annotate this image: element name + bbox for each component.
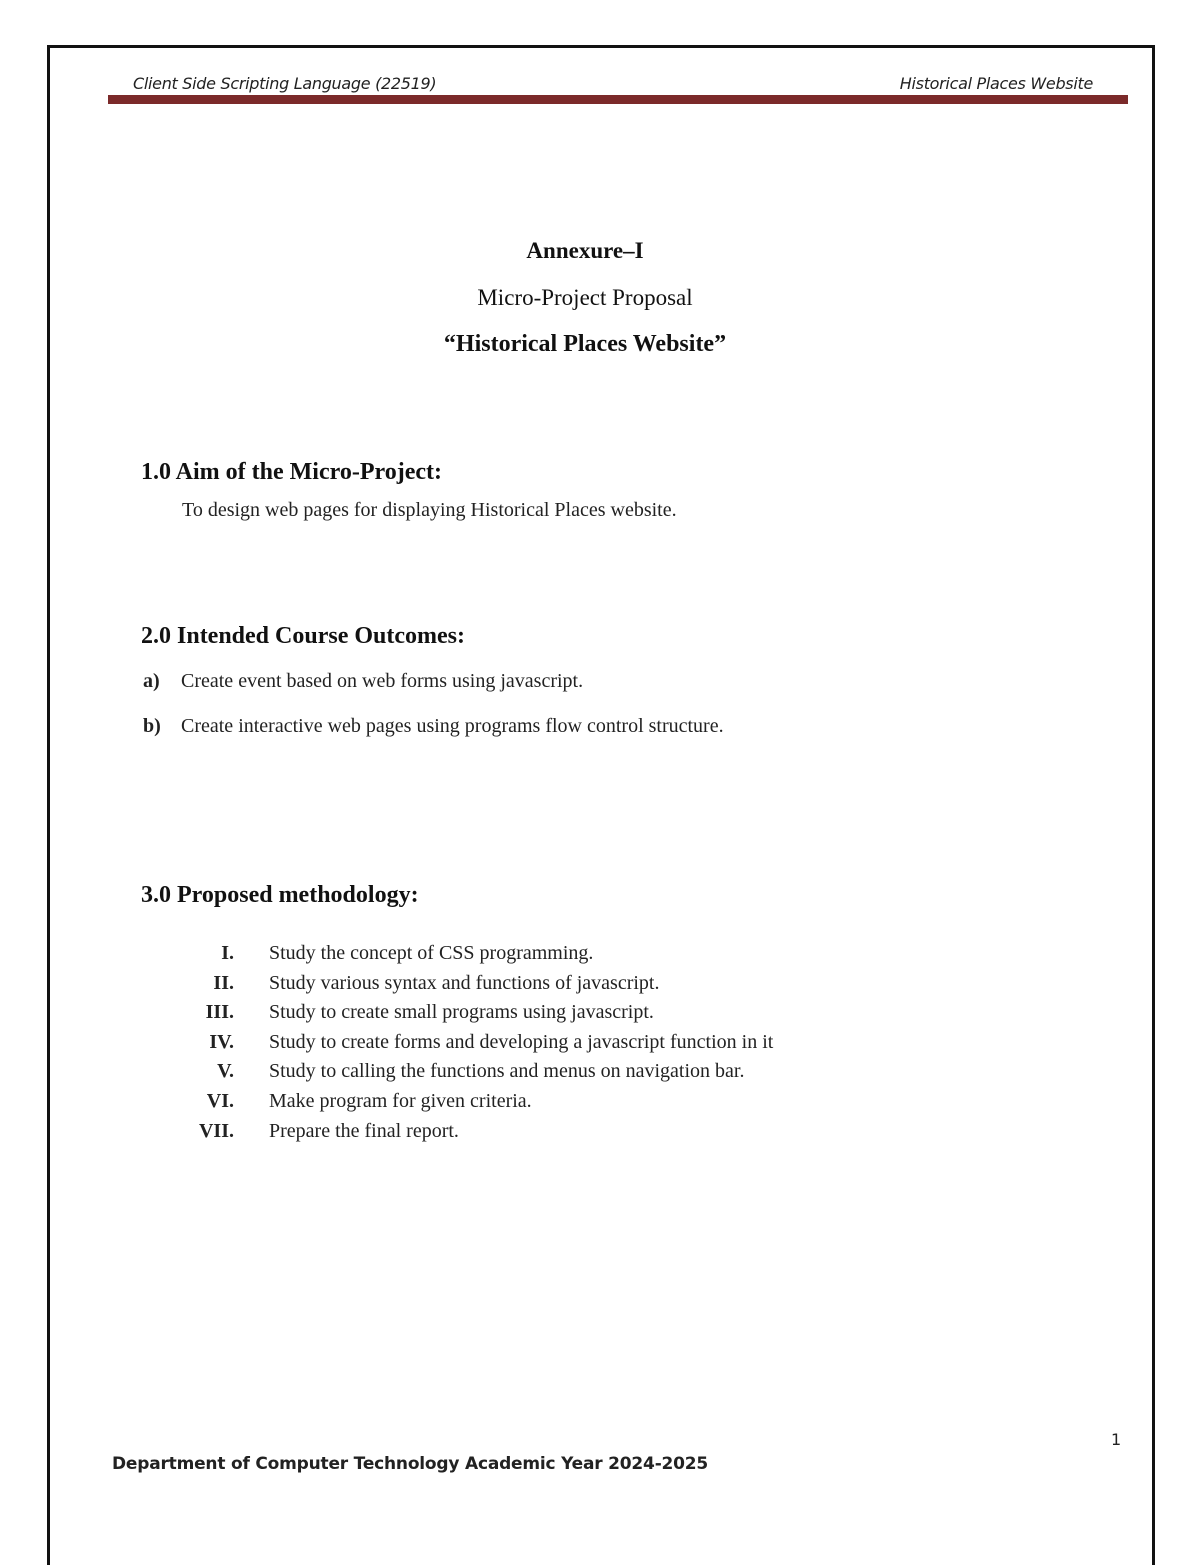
outcome-marker: a) [143,670,160,692]
aim-text: To design web pages for displaying Historical Places website. [182,499,677,521]
methodology-number: II. [213,971,234,994]
methodology-item [170,1120,773,1150]
methodology-number: I. [221,942,234,964]
header-rule [108,95,1128,104]
methodology-list [170,942,773,1149]
annexure-title: Annexure–I [526,238,644,263]
methodology-number: V. [217,1060,234,1083]
outcome-item [143,715,724,738]
proposal-subtitle: Micro-Project Proposal [477,285,693,310]
page-border [47,45,1155,1565]
methodology-item [170,942,773,972]
methodology-item [170,1001,773,1031]
methodology-number: VII. [198,1119,234,1142]
page-number: 1 [1111,1430,1122,1449]
outcome-marker: b) [143,715,161,737]
outcomes-heading: 2.0 Intended Course Outcomes: [141,623,465,649]
methodology-number: VI. [206,1089,234,1112]
methodology-text: Study to create forms and developing a javascript function in it [269,1030,774,1053]
methodology-text: Prepare the final report. [269,1119,459,1142]
methodology-text: Study to calling the functions and menus on navigation bar. [269,1060,745,1083]
methodology-text: Make program for given criteria. [269,1089,532,1112]
methodology-number: III. [205,1001,234,1024]
methodology-item [170,1031,773,1061]
outcome-text: Create interactive web pages using programs flow control structure. [181,715,724,737]
methodology-item [170,1090,773,1120]
methodology-heading: 3.0 Proposed methodology: [141,882,419,908]
methodology-text: Study to create small programs using javascript. [269,1001,654,1024]
methodology-item [170,1060,773,1090]
outcome-text: Create event based on web forms using javascript. [181,670,584,692]
footer-department: Department of Computer Technology Academic Year 2024-2025 [112,1454,709,1474]
header-course-title: Client Side Scripting Language (22519) [133,74,437,93]
project-title: “Historical Places Website” [443,331,727,357]
aim-heading: 1.0 Aim of the Micro-Project: [141,459,442,485]
outcome-item [143,670,583,693]
methodology-text: Study various syntax and functions of javascript. [269,971,660,994]
methodology-text: Study the concept of CSS programming. [269,942,594,964]
methodology-item [170,972,773,1002]
header-project-title: Historical Places Website [899,74,1093,93]
methodology-number: IV. [209,1030,234,1053]
